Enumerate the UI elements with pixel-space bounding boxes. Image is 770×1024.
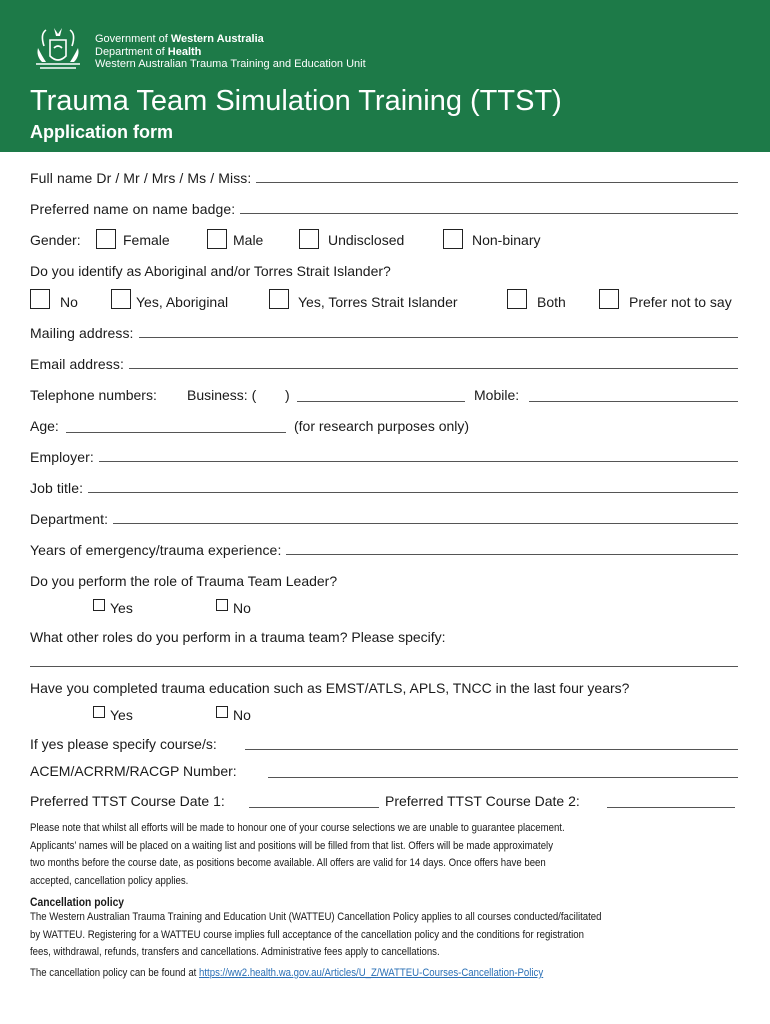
gender-male-checkbox[interactable] — [207, 229, 227, 249]
note-line: accepted, cancellation policy applies. — [30, 874, 189, 887]
email-label: Email address: — [30, 356, 124, 372]
dept-prefix: Department of — [95, 45, 165, 58]
preferred-name-field[interactable] — [240, 212, 738, 214]
gov-state: Western Australia — [170, 33, 264, 45]
education-yes-checkbox[interactable] — [93, 706, 105, 718]
aboriginal-no-checkbox[interactable] — [30, 289, 50, 309]
aboriginal-no-label: No — [60, 294, 78, 310]
torres-strait-label: Yes, Torres Strait Islander — [298, 294, 458, 310]
department-label: Department: — [30, 511, 109, 527]
email-field[interactable] — [129, 367, 738, 369]
mobile-phone-field[interactable] — [529, 400, 738, 402]
employer-label: Employer: — [30, 449, 94, 465]
full-name-label: Full name Dr / Mr / Mrs / Ms / Miss: — [30, 170, 252, 186]
gender-female-checkbox[interactable] — [96, 229, 116, 249]
gender-undisclosed-checkbox[interactable] — [299, 229, 319, 249]
header-banner — [0, 0, 770, 152]
ttl-no-label: No — [233, 600, 251, 616]
aboriginal-yes-label: Yes, Aboriginal — [136, 294, 229, 310]
torres-strait-checkbox[interactable] — [269, 289, 289, 309]
preferred-name-label: Preferred name on name badge: — [30, 201, 236, 217]
education-question: Have you completed trauma education such as EMST/ATLS, APLS, TNCC in the last four years? — [30, 680, 630, 696]
gender-undisclosed-label: Undisclosed — [328, 232, 405, 248]
years-row — [30, 542, 738, 558]
gov-prefix: Government of — [95, 33, 168, 45]
note-line: two months before the course date, as positions become available. All offers are valid for 14 days. Once offers have been — [30, 857, 546, 869]
ttl-yes-label: Yes — [110, 600, 133, 616]
business-close: ) — [285, 387, 290, 403]
placement-note — [30, 820, 735, 890]
aboriginal-yes-checkbox[interactable] — [111, 289, 131, 309]
dept-name: Health — [167, 45, 202, 58]
mobile-label: Mobile: — [474, 387, 520, 403]
preferred-name-row — [30, 201, 738, 217]
course-date-2-field[interactable] — [607, 806, 735, 808]
job-title-row — [30, 480, 738, 496]
age-label: Age: — [30, 418, 59, 434]
policy-line: The Western Australian Trauma Training and Education Unit (WATTEU) Cancellation Policy applies to all courses conducted/facilitated — [30, 911, 602, 923]
prefer-not-label: Prefer not to say — [629, 294, 732, 310]
course-specify-field[interactable] — [245, 748, 738, 750]
education-no-label: No — [233, 707, 251, 723]
full-name-row — [30, 170, 738, 186]
policy-found-line — [30, 965, 735, 983]
course-date-1-field[interactable] — [249, 806, 379, 808]
policy-line: fees, withdrawal, refunds, transfers and cancellations. Administrative fees apply to cancellations. — [30, 946, 440, 958]
course-date-2-label: Preferred TTST Course Date 2: — [385, 793, 580, 809]
aboriginal-question: Do you identify as Aboriginal and/or Torres Strait Islander? — [30, 263, 391, 279]
gender-female-label: Female — [123, 232, 170, 248]
ttl-yes-checkbox[interactable] — [93, 599, 105, 611]
page-title: Trauma Team Simulation Training (TTST) — [30, 85, 562, 117]
telephone-label: Telephone numbers: — [30, 387, 157, 403]
ttl-question: Do you perform the role of Trauma Team Leader? — [30, 573, 338, 589]
years-field[interactable] — [286, 553, 738, 555]
government-identity — [95, 33, 366, 71]
course-date-1-label: Preferred TTST Course Date 1: — [30, 793, 225, 809]
prefer-not-checkbox[interactable] — [599, 289, 619, 309]
education-no-checkbox[interactable] — [216, 706, 228, 718]
mailing-row — [30, 325, 738, 341]
business-phone-field[interactable] — [297, 400, 465, 402]
age-note: (for research purposes only) — [294, 418, 470, 434]
email-row — [30, 356, 738, 372]
unit-name: Western Australian Trauma Training and Education Unit — [95, 58, 366, 70]
page-subtitle: Application form — [30, 122, 173, 142]
cancellation-policy-link[interactable]: https://ww2.health.wa.gov.au/Articles/U_Z/WATTEU-Courses-Cancellation-Policy — [199, 967, 544, 979]
gender-nonbinary-checkbox[interactable] — [443, 229, 463, 249]
employer-field[interactable] — [99, 460, 738, 462]
ttl-no-checkbox[interactable] — [216, 599, 228, 611]
policy-found-text: The cancellation policy can be found at — [30, 967, 197, 979]
acem-label: ACEM/ACRRM/RACGP Number: — [30, 763, 237, 779]
cancellation-policy-heading: Cancellation policy — [30, 895, 125, 909]
gender-male-label: Male — [233, 232, 264, 248]
education-yes-label: Yes — [110, 707, 133, 723]
both-label: Both — [537, 294, 566, 310]
acem-field[interactable] — [268, 776, 738, 778]
note-line: Applicants’ names will be placed on a waiting list and positions will be filled from that list. Offers will be made approximately — [30, 839, 554, 852]
course-specify-label: If yes please specify course/s: — [30, 736, 217, 752]
gender-label: Gender: — [30, 232, 81, 248]
employer-row — [30, 449, 738, 465]
department-field[interactable] — [113, 522, 738, 524]
business-label: Business: ( — [187, 387, 257, 403]
age-field[interactable] — [66, 431, 286, 433]
cancellation-policy-text — [30, 909, 735, 962]
job-title-field[interactable] — [88, 491, 738, 493]
full-name-field[interactable] — [256, 181, 738, 183]
mailing-field[interactable] — [139, 336, 738, 338]
job-title-label: Job title: — [30, 480, 84, 496]
note-line: Please note that whilst all efforts will be made to honour one of your course selections we are unable to guarantee placement. — [30, 822, 565, 834]
department-row — [30, 511, 738, 527]
roles-question: What other roles do you perform in a trauma team? Please specify: — [30, 629, 446, 645]
policy-line: by WATTEU. Registering for a WATTEU course implies full acceptance of the cancellation policy and the conditions for registration — [30, 928, 585, 941]
mailing-label: Mailing address: — [30, 325, 134, 341]
years-label: Years of emergency/trauma experience: — [30, 542, 282, 558]
wa-coat-of-arms-icon — [30, 26, 86, 72]
gender-nonbinary-label: Non-binary — [472, 232, 541, 248]
roles-field[interactable] — [30, 665, 738, 667]
both-checkbox[interactable] — [507, 289, 527, 309]
